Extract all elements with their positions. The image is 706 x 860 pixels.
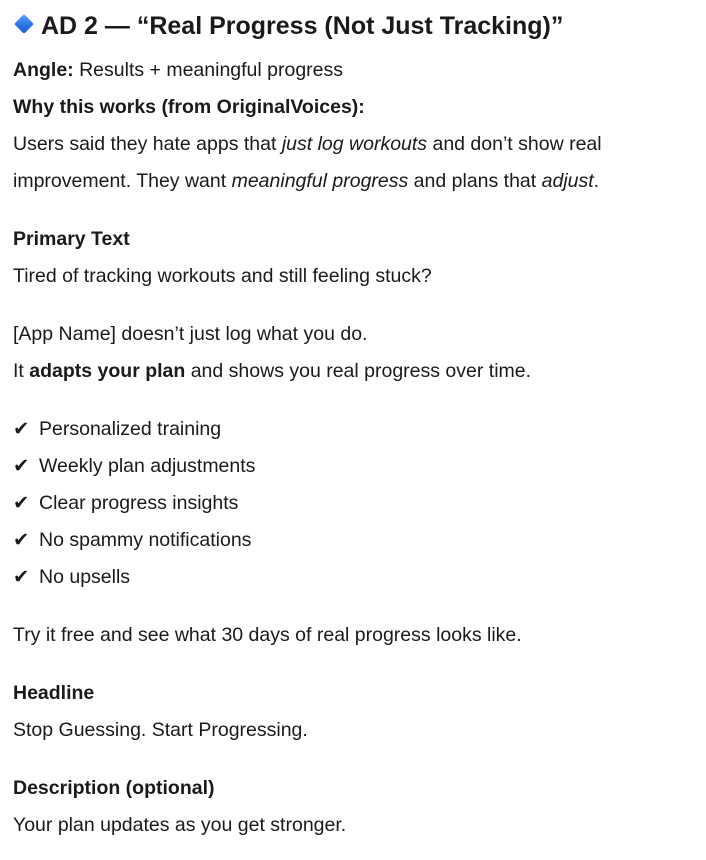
primary-line-3-emphasis: adapts your plan (29, 360, 186, 382)
checkmark-icon: ✔ (13, 529, 30, 551)
primary-line-3-start: It (13, 360, 30, 382)
why-heading: Why this works (from OriginalVoices): (13, 96, 365, 118)
list-item (13, 485, 693, 522)
angle-line (13, 52, 693, 89)
list-item (13, 411, 693, 448)
benefit-label: Personalized training (39, 418, 222, 440)
ad-title-text: AD 2 — “Real Progress (Not Just Tracking)” (41, 12, 564, 40)
primary-line-2: [App Name] doesn’t just log what you do. (13, 323, 368, 345)
benefit-list (13, 411, 693, 596)
why-line-2-end: . (593, 170, 600, 192)
list-item (13, 448, 693, 485)
checkmark-icon: ✔ (13, 418, 30, 440)
headline-heading: Headline (13, 682, 95, 704)
benefit-label: No upsells (39, 566, 131, 588)
why-line-2-emphasis: meaningful progress (231, 170, 409, 192)
why-line-1 (13, 126, 693, 163)
checkmark-icon: ✔ (13, 455, 30, 477)
why-line-2-text: improvement. They want (13, 170, 232, 192)
why-line-1-emphasis: just log workouts (281, 133, 428, 155)
why-line-1-text: Users said they hate apps that (13, 133, 282, 155)
primary-line-3-rest: and shows you real progress over time. (185, 360, 532, 382)
benefit-label: Clear progress insights (39, 492, 239, 514)
why-line-2 (13, 163, 693, 200)
description-text: Your plan updates as you get stronger. (13, 814, 347, 836)
description-heading: Description (optional) (13, 777, 215, 799)
why-line-1-rest: and don’t show real (427, 133, 602, 155)
angle-label: Angle: (13, 59, 74, 81)
headline-text: Stop Guessing. Start Progressing. (13, 719, 308, 741)
cta-line: Try it free and see what 30 days of real progress looks like. (13, 624, 522, 646)
benefit-label: No spammy notifications (39, 529, 252, 551)
why-line-2-mid: and plans that (408, 170, 542, 192)
list-item (13, 522, 693, 559)
blue-diamond-icon (14, 14, 34, 34)
ad-title (13, 0, 693, 52)
angle-value: Results + meaningful progress (73, 59, 344, 81)
benefit-label: Weekly plan adjustments (39, 455, 256, 477)
primary-line-1: Tired of tracking workouts and still feeling stuck? (13, 265, 432, 287)
primary-text-heading: Primary Text (13, 228, 130, 250)
checkmark-icon: ✔ (13, 492, 30, 514)
why-line-2-adjust: adjust (541, 170, 594, 192)
list-item (13, 559, 693, 596)
primary-line-3 (13, 353, 693, 390)
checkmark-icon: ✔ (13, 566, 30, 588)
